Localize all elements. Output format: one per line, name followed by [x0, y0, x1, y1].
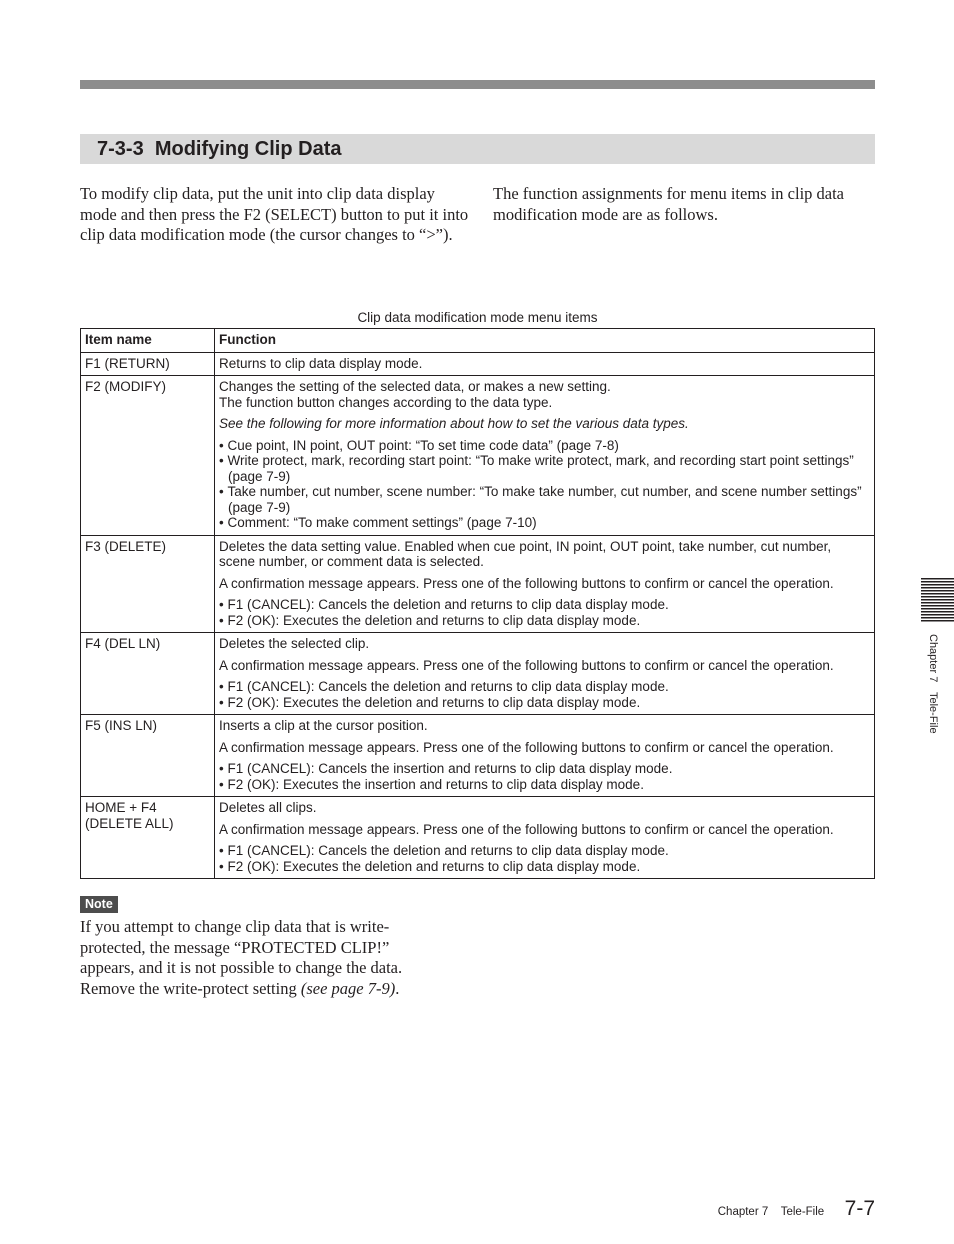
section-title — [97, 137, 342, 161]
table-row — [81, 376, 875, 536]
section-heading-bar — [80, 134, 875, 164]
intro-paragraph-left: To modify clip data, put the unit into clip data display mode and then press the F2 (SELECT) button to put it into clip data modification mode (the cursor changes to “>”). — [80, 184, 469, 244]
function-bullet-item: • Cue point, IN point, OUT point: “To set time code data” (page 7-8) — [219, 438, 870, 454]
section-number: 7-3-3 — [97, 138, 144, 160]
function-description: A confirmation message appears. Press one of the following buttons to confirm or cancel the operation. — [219, 575, 834, 591]
function-description: A confirmation message appears. Press one of the following buttons to confirm or cancel the operation. — [219, 739, 834, 755]
table-row — [81, 352, 875, 376]
function-bullet-item: • F1 (CANCEL): Cancels the deletion and returns to clip data display mode. — [219, 679, 870, 695]
function-description: Returns to clip data display mode. — [219, 355, 423, 371]
table-row — [81, 797, 875, 879]
function-description: A confirmation message appears. Press one of the following buttons to confirm or cancel the operation. — [219, 821, 834, 837]
menu-items-table — [80, 328, 875, 879]
side-title: Tele-File — [927, 692, 939, 734]
function-bullet-item: • F2 (OK): Executes the deletion and returns to clip data display mode. — [219, 859, 870, 875]
section-title-text: Modifying Clip Data — [154, 138, 342, 160]
footer-chapter: Chapter 7 — [717, 1206, 769, 1218]
function-bullet-item: • F1 (CANCEL): Cancels the deletion and returns to clip data display mode. — [219, 597, 870, 613]
function-bullet-item: • Comment: “To make comment settings” (page 7-10) — [219, 515, 870, 531]
side-chapter: Chapter 7 — [927, 634, 939, 683]
table-header-row — [81, 329, 875, 353]
function-reference-note: See the following for more information about how to set the various data types. — [219, 416, 689, 431]
header-function: Function — [215, 329, 875, 353]
page-footer — [718, 1197, 875, 1221]
item-name-cell: F4 (DEL LN) — [81, 633, 215, 715]
top-rule — [80, 80, 875, 89]
table-caption: Clip data modification mode menu items — [357, 310, 598, 325]
function-cell — [215, 352, 875, 376]
intro-paragraph-right: The function assignments for menu items in clip data modification mode are as follows. — [493, 184, 845, 224]
item-name-cell: F3 (DELETE) — [81, 535, 215, 633]
function-description: Deletes all clips. — [219, 800, 317, 815]
function-bullet-item: • F2 (OK): Executes the deletion and returns to clip data display mode. — [219, 695, 870, 711]
function-bullet-list — [219, 597, 870, 628]
function-bullet-list — [219, 843, 870, 874]
function-cell — [215, 797, 875, 879]
function-cell — [215, 633, 875, 715]
page-number: 7-7 — [844, 1197, 875, 1220]
function-cell — [215, 535, 875, 633]
item-name-cell: F2 (MODIFY) — [81, 376, 215, 536]
note-text — [80, 917, 425, 999]
table-row — [81, 535, 875, 633]
function-description: Inserts a clip at the cursor position. — [219, 718, 428, 733]
function-bullet-item: • Take number, cut number, scene number: “To make take number, cut number, and scene number settings” (page 7-9) — [219, 484, 870, 515]
function-description: A confirmation message appears. Press one of the following buttons to confirm or cancel the operation. — [219, 657, 834, 673]
table-body — [81, 352, 875, 879]
item-name-cell: HOME + F4 (DELETE ALL) — [81, 797, 215, 879]
table-row — [81, 633, 875, 715]
item-name-cell: F5 (INS LN) — [81, 715, 215, 797]
function-description: Deletes the selected clip. — [219, 636, 370, 651]
note-body-text: If you attempt to change clip data that is write-protected, the message “PROTECTED CLIP!” appears, and it is not possible to change the data. Remove the write-protect setting — [80, 917, 403, 998]
function-description: Deletes the data setting value. Enabled when cue point, IN point, OUT point, take number, cut number, scene number, or comment data is selected. — [219, 538, 832, 569]
note-label: Note — [80, 896, 118, 913]
function-description: Changes the setting of the selected data, or makes a new setting. The function button changes according to the data type. — [219, 379, 611, 410]
item-name-cell: F1 (RETURN) — [81, 352, 215, 376]
table-row — [81, 715, 875, 797]
function-bullet-item: • F2 (OK): Executes the deletion and returns to clip data display mode. — [219, 613, 870, 629]
function-bullet-item: • F2 (OK): Executes the insertion and returns to clip data display mode. — [219, 777, 870, 793]
function-bullet-item: • Write protect, mark, recording start point: “To make write protect, mark, and recording start point settings” (page 7-9) — [219, 453, 870, 484]
function-bullet-list — [219, 761, 870, 792]
footer-title: Tele-File — [780, 1206, 825, 1218]
function-cell — [215, 376, 875, 536]
function-bullet-list — [219, 438, 870, 531]
note-page-reference: (see page 7-9) — [300, 978, 396, 998]
side-chapter-label — [927, 634, 939, 744]
function-cell — [215, 715, 875, 797]
header-item-name: Item name — [81, 329, 215, 353]
function-bullet-item: • F1 (CANCEL): Cancels the insertion and returns to clip data display mode. — [219, 761, 870, 777]
chapter-thumb-index-marks — [921, 578, 954, 622]
function-bullet-item: • F1 (CANCEL): Cancels the deletion and returns to clip data display mode. — [219, 843, 870, 859]
note-end: . — [395, 978, 400, 998]
function-bullet-list — [219, 679, 870, 710]
